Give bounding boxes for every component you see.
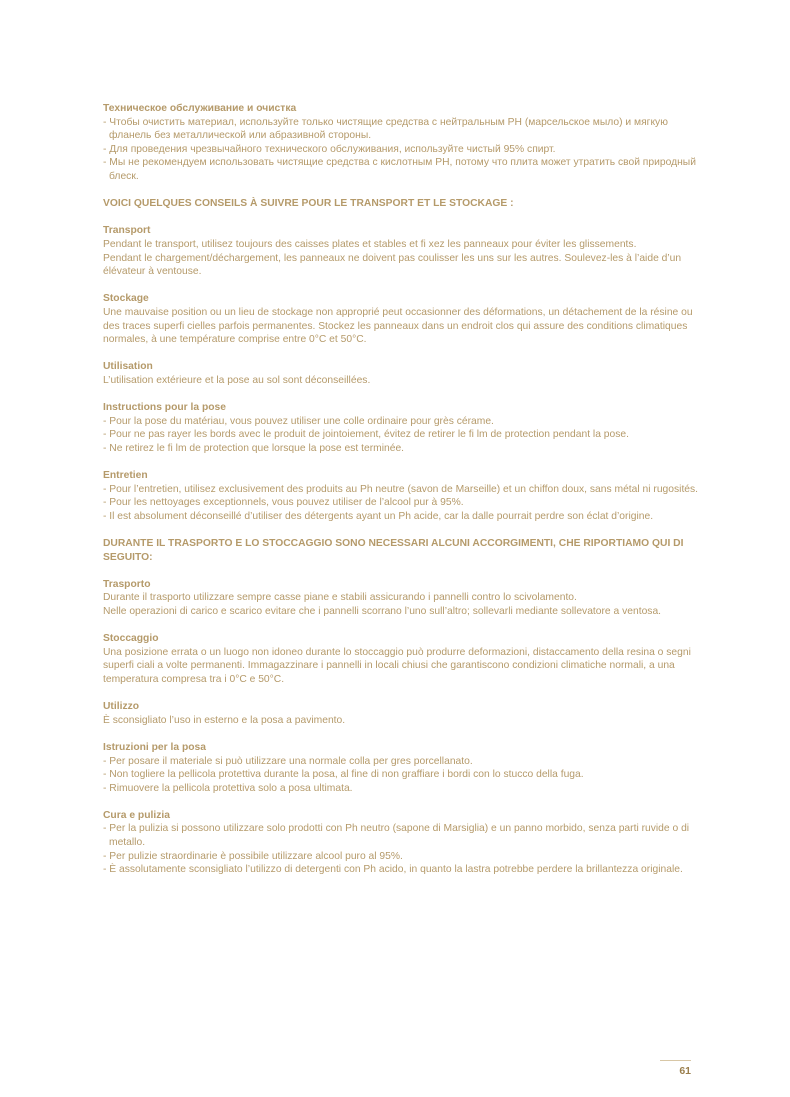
section [103,741,703,795]
paragraph: Nelle operazioni di carico e scarico evitare che i pannelli scorrano l’uno sull’altro; sollevarli mediante sollevatore a ventosa. [103,605,662,617]
section [103,632,703,686]
section-heading: Trasporto [103,578,151,590]
section-heading: Stoccaggio [103,633,159,645]
section [103,469,703,523]
section [103,809,703,877]
paragraph: L’utilisation extérieure et la pose au sol sont déconseillées. [103,374,371,386]
list-item: - Per pulizie straordinarie è possibile utilizzare alcool puro al 95%. [103,850,403,862]
list-item: - Для проведения чрезвычайного технического обслуживания, используйте чистый 95% спирт. [103,143,556,155]
paragraph: È sconsigliato l’uso in esterno e la posa a pavimento. [103,714,346,726]
paragraph: Pendant le transport, utilisez toujours des caisses plates et stables et fi xez les panneaux pour éviter les glissements. [103,238,637,250]
list-item: - Per posare il materiale si può utilizzare una normale colla per gres porcellanato. [103,755,473,767]
document-body [103,102,703,890]
paragraph: Une mauvaise position ou un lieu de stockage non approprié peut occasionner des déformations, un détachement de la résine ou des traces superfi cielles parfois permanentes. Stockez les panneaux dans un endroit clos qui assure des conditions climatiques normales, à une température comprise entre 0°C et 50°C. [103,306,693,346]
section [103,360,703,387]
section [103,102,703,184]
section-heading: Utilisation [103,361,153,373]
section-heading: Cura e pulizia [103,809,170,821]
section [103,197,703,211]
section [103,224,703,278]
list-item: - Pour les nettoyages exceptionnels, vous pouvez utiliser de l’alcool pur à 95%. [103,497,464,509]
paragraph: Pendant le chargement/déchargement, les panneaux ne doivent pas coulisser les uns sur les autres. Soulevez-les à l’aide d’un élévateur à ventouse. [103,252,682,278]
section-heading: Utilizzo [103,701,140,713]
list-item: - Pour l’entretien, utilisez exclusivement des produits au Ph neutre (savon de Marseille) et un chiffon doux, sans métal ni rugosités. [103,483,699,495]
paragraph: Una posizione errata o un luogo non idoneo durante lo stoccaggio può produrre deformazioni, distaccamento della resina o segni superfi ciali a volte permanenti. Immagazzinare i pannelli in locali chiusi che garantiscono condizioni climatiche normali, a una temperatura compresa tra i 0°C e 50°C. [103,646,691,685]
list-item: - Rimuovere la pellicola protettiva solo a posa ultimata. [103,782,353,794]
section [103,700,703,727]
section-caps-heading: VOICI QUELQUES CONSEILS À SUIVRE POUR LE TRANSPORT ET LE STOCKAGE : [103,198,514,210]
section [103,292,703,346]
list-item: - Pour la pose du matériau, vous pouvez utiliser une colle ordinaire pour grès cérame. [103,415,494,427]
section-heading: Stockage [103,293,149,305]
section-heading: Istruzioni per la posa [103,741,206,753]
section [103,578,703,619]
section-heading: Transport [103,225,151,237]
list-item: - Чтобы очистить материал, используйте только чистящие средства с нейтральным PH (марсельское мыло) и мягкую фланель без металлической или абразивной стороны. [103,116,668,142]
list-item: - Ne retirez le fi lm de protection que lorsque la pose est terminée. [103,442,405,454]
section [103,537,703,564]
section-caps-heading: DURANTE IL TRASPORTO E LO STOCCAGGIO SONO NECESSARI ALCUNI ACCORGIMENTI, CHE RIPORTIAMO QUI DI SEGUITO: [103,538,684,563]
section-heading: Instructions pour la pose [103,402,227,414]
section-heading: Entretien [103,470,148,482]
list-item: - Per la pulizia si possono utilizzare solo prodotti con Ph neutro (sapone di Marsiglia) e un panno morbido, senza parti ruvide o di metallo. [103,823,690,849]
list-item: - Non togliere la pellicola protettiva durante la posa, al fine di non graffiare i bordi con lo stucco della fuga. [103,769,584,781]
paragraph: Durante il trasporto utilizzare sempre casse piane e stabili assicurando i pannelli contro lo scivolamento. [103,592,577,604]
list-item: - È assolutamente sconsigliato l’utilizzo di detergenti con Ph acido, in quanto la lastra potrebbe perdere la brillantezza originale. [103,864,683,876]
section-heading: Техническое обслуживание и очистка [103,103,297,114]
list-item: - Pour ne pas rayer les bords avec le produit de jointoiement, évitez de retirer le fi lm de protection pendant la pose. [103,429,630,441]
page-number: 61 [660,1060,691,1077]
list-item: - Il est absolument déconseillé d’utiliser des détergents ayant un Ph acide, car la dalle pourrait perdre son éclat d’origine. [103,510,654,522]
section [103,401,703,455]
list-item: - Мы не рекомендуем использовать чистящие средства с кислотным PH, потому что плита может утратить свой природный блеск. [103,157,696,182]
